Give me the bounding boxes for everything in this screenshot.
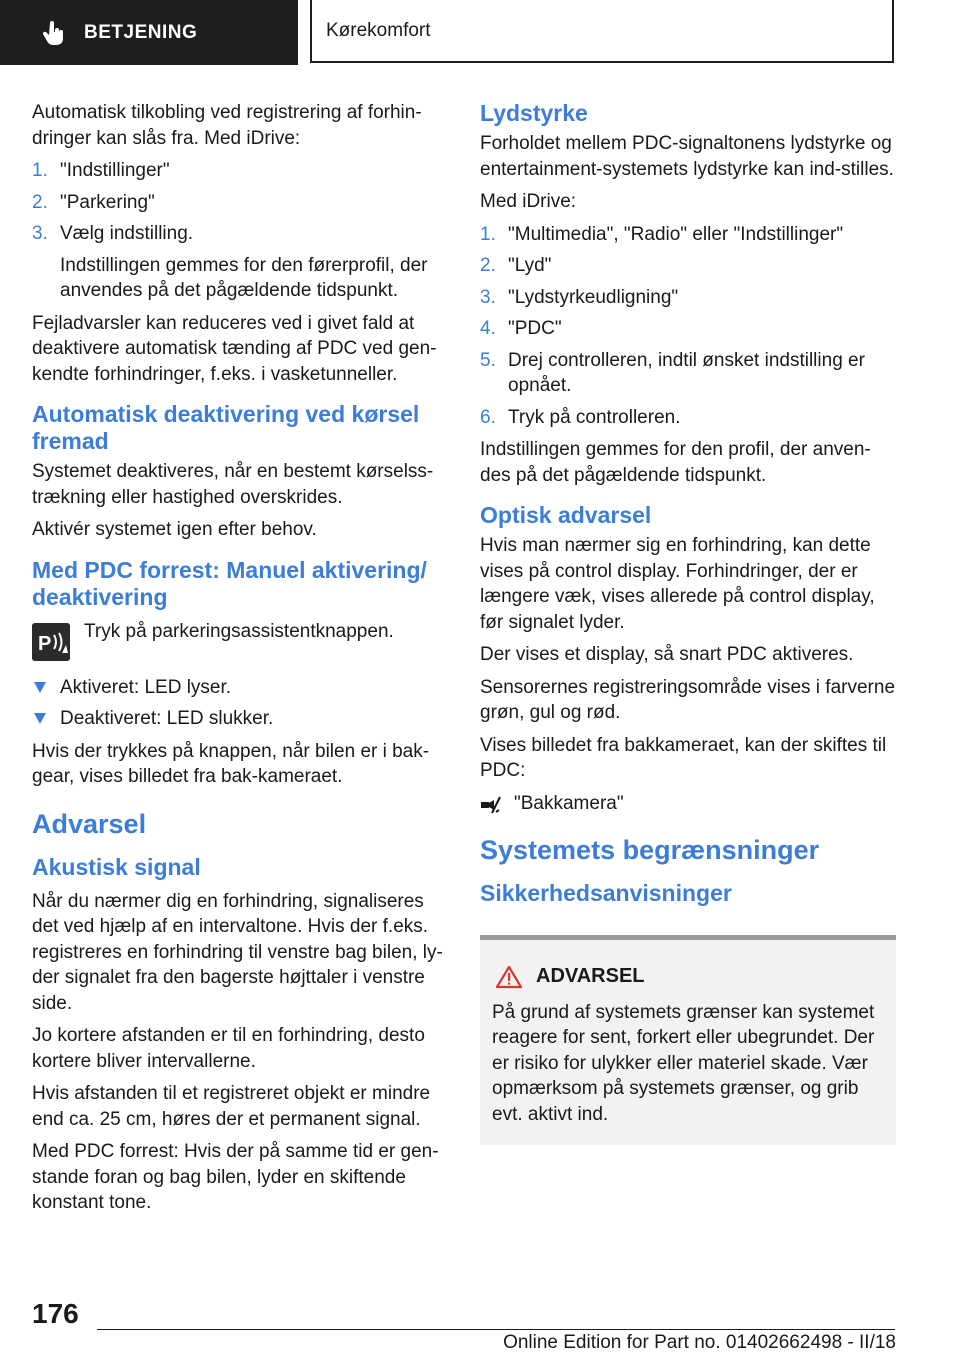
left-column bbox=[32, 100, 447, 1223]
acoustic-paragraph-3: Hvis afstanden til et registreret objekt er mindre end ca. 25 cm, høres der et permanent signal. bbox=[32, 1083, 431, 1130]
list-item: 1. "Multimedia", "Radio" eller "Indstillinger" bbox=[480, 223, 844, 245]
auto-deact-paragraph-2: Aktivér systemet igen efter behov. bbox=[32, 519, 317, 540]
optical-paragraph-1: Hvis man nærmer sig en forhindring, kan dette vises på control display. Forhindringer, der er længere væk, vises allerede på control display, før signalet lyder. bbox=[480, 535, 875, 633]
page-number: 176 bbox=[32, 1298, 79, 1329]
pdc-button-instruction: P Tryk på parkeringsassistentknappen. bbox=[32, 619, 447, 663]
heading-manual-activation: Med PDC forrest: Manuel aktivering/ deaktivering bbox=[32, 556, 427, 610]
list-item: 3. Vælg indstilling. Indstillingen gemmes for den førerprofil, der anvendes på det pågældende tidspunkt. bbox=[32, 223, 428, 301]
footer-divider bbox=[97, 1329, 895, 1330]
warning-header bbox=[496, 964, 878, 990]
auto-deact-paragraph-1: Systemet deaktiveres, når en bestemt kørselss-trækning eller hastighed overskrides. bbox=[32, 461, 434, 508]
list-item: 6. Tryk på controlleren. bbox=[480, 406, 681, 428]
optical-paragraph-2: Der vises et display, så snart PDC aktiveres. bbox=[480, 644, 854, 665]
list-item: 4. "PDC" bbox=[480, 318, 562, 339]
warning-text: På grund af systemets grænser kan systemet reagere for sent, forkert eller ubegrundet. Der er risiko for ulykker eller materiel skade. Vær opmærksom på systemets grænser, og grib evt. aktivt ind. bbox=[492, 1001, 875, 1125]
triangle-bullet-icon bbox=[34, 713, 46, 724]
rear-camera-icon bbox=[480, 795, 502, 815]
list-item: 2. "Lyd" bbox=[480, 255, 552, 276]
parking-assist-button-icon bbox=[32, 623, 70, 661]
warning-triangle-icon bbox=[496, 965, 522, 989]
led-states bbox=[32, 675, 447, 732]
heading-volume: Lydstyrke bbox=[480, 100, 588, 126]
camera-instruction: "Bakkamera" bbox=[480, 791, 896, 817]
warning-title: ADVARSEL bbox=[536, 965, 645, 987]
triangle-bullet-icon bbox=[34, 682, 46, 693]
list-item: 2. "Parkering" bbox=[32, 191, 155, 213]
warning-box bbox=[480, 935, 896, 1145]
acoustic-paragraph-1: Når du nærmer dig en forhindring, signaliseres det ved hjælp af en intervaltone. Hvis der f.eks. registreres en forhindring til venstre bag bilen, ly-der signalet fra den bagerste højttaler i venstre side. bbox=[32, 890, 443, 1014]
list-item: 3. "Lydstyrkeudligning" bbox=[480, 286, 679, 308]
section-title: BETJENING bbox=[84, 21, 198, 43]
heading-safety: Sikkerhedsanvisninger bbox=[480, 880, 732, 906]
list-item: 5. Drej controlleren, indtil ønsket indstilling er opnået. bbox=[480, 349, 865, 396]
heading-auto-deactivation: Automatisk deaktivering ved kørsel fremad bbox=[32, 401, 420, 454]
right-column bbox=[480, 100, 896, 1145]
acoustic-paragraph-4: Med PDC forrest: Hvis der på samme tid er gen-stande foran og bag bilen, lyder en skiftende konstant tone. bbox=[32, 1141, 439, 1213]
chapter-header bbox=[310, 0, 894, 63]
svg-text:P: P bbox=[38, 632, 52, 655]
acoustic-paragraph-2: Jo kortere afstanden er til en forhindring, desto kortere bliver intervallerne. bbox=[32, 1025, 425, 1072]
false-alarm-paragraph: Fejladvarsler kan reduceres ved i givet fald at deaktivere automatisk tænding af PDC ved gen-kendte forhindringer, f.eks. i vasketunneller. bbox=[32, 312, 437, 385]
intro-paragraph: Automatisk tilkobling ved registrering af forhin-dringer kan slås fra. Med iDrive: bbox=[32, 102, 422, 149]
heading-system-limits: Systemets begrænsninger bbox=[480, 835, 820, 865]
optical-paragraph-3: Sensorernes registreringsområde vises i farverne grøn, gul og rød. bbox=[480, 676, 896, 723]
edition-footer: Online Edition for Part no. 01402662498 - II/18 bbox=[503, 1332, 896, 1353]
list-item: Deaktiveret: LED slukker. bbox=[32, 706, 447, 732]
list-item: 1. "Indstillinger" bbox=[32, 160, 170, 181]
chapter-title: Kørekomfort bbox=[326, 20, 431, 41]
heading-warning: Advarsel bbox=[32, 808, 147, 839]
heading-acoustic-signal: Akustisk signal bbox=[32, 853, 201, 880]
hand-pointer-icon bbox=[40, 19, 68, 47]
volume-paragraph-2: Med iDrive: bbox=[480, 191, 577, 212]
section-tab bbox=[0, 0, 298, 65]
list-item: Aktiveret: LED lyser. bbox=[32, 675, 447, 701]
heading-optical-warning: Optisk advarsel bbox=[480, 502, 652, 528]
volume-paragraph-3: Indstillingen gemmes for den profil, der anven-des på det pågældende tidspunkt. bbox=[480, 439, 871, 486]
volume-paragraph-1: Forholdet mellem PDC-signaltonens lydstyrke og entertainment-systemets lydstyrke kan ind-stilles. bbox=[480, 133, 894, 180]
volume-steps bbox=[480, 222, 896, 431]
optical-paragraph-4: Vises billedet fra bakkameraet, kan der skiftes til PDC: bbox=[480, 734, 887, 781]
settings-steps bbox=[32, 158, 447, 304]
reverse-gear-paragraph: Hvis der trykkes på knappen, når bilen er i bak-gear, vises billedet fra bak-kameraet. bbox=[32, 740, 430, 787]
